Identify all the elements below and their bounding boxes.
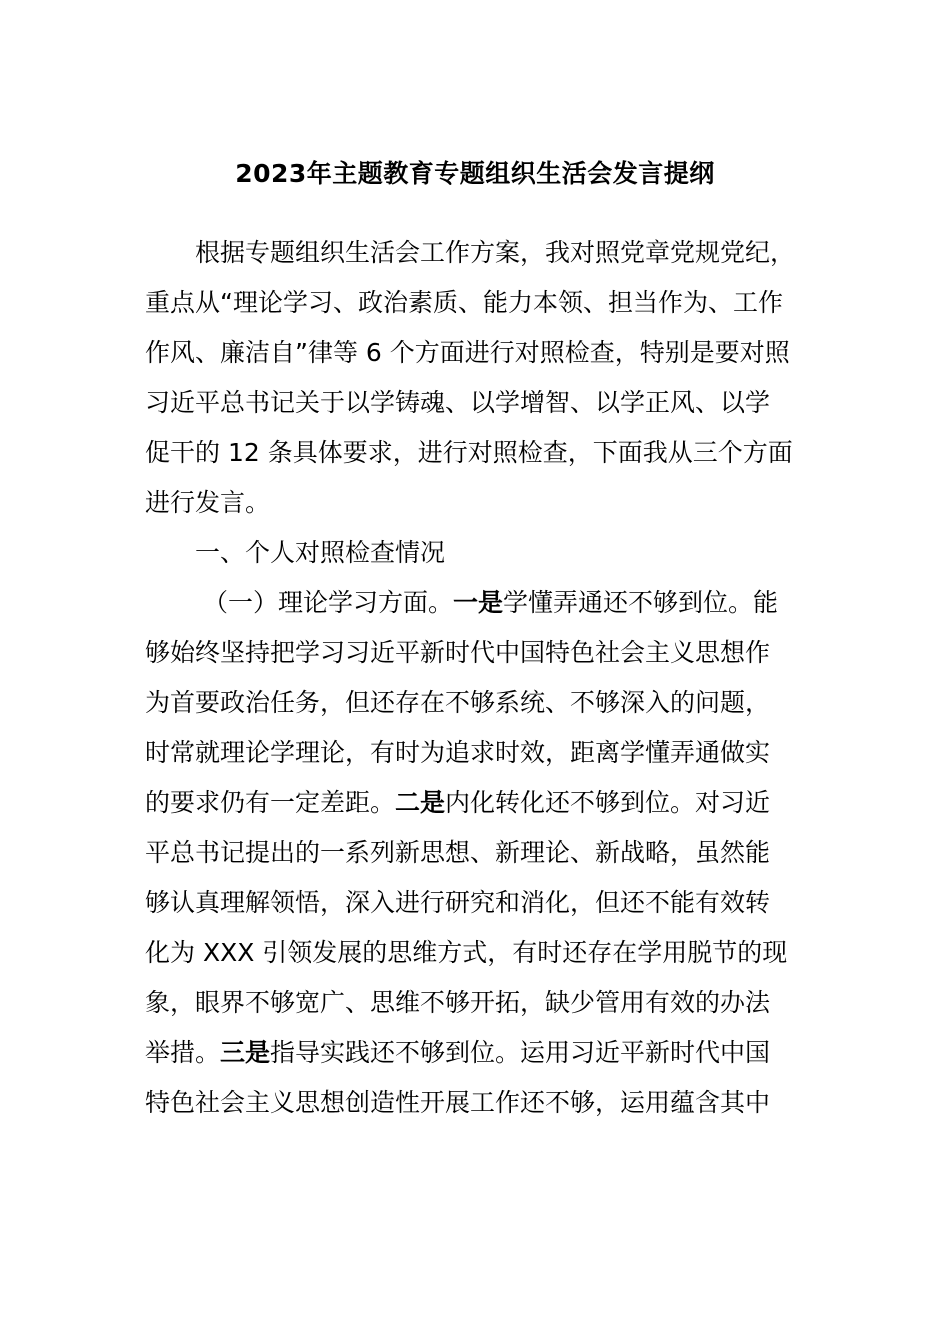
text-run: 内化转化还不够到位。对习近 xyxy=(445,788,771,817)
subsection-heading: （一）理论学习方面。 xyxy=(203,588,454,617)
text-run: 的要求仍有一定差距。 xyxy=(145,788,396,817)
paragraph-line: 特色社会主义思想创造性开展工作还不够，运用蕴含其中 xyxy=(145,1088,771,1117)
bold-marker: 二是 xyxy=(395,788,446,817)
text-run: 指导实践还不够到位。运用习近平新时代中国 xyxy=(270,1038,771,1067)
paragraph-line xyxy=(145,1028,810,1078)
document-title: 2023年主题教育专题组织生活会发言提纲 xyxy=(235,159,715,188)
paragraph-line: 时常就理论学理论，有时为追求时效，距离学懂弄通做实 xyxy=(145,738,771,767)
paragraph-line: 根据专题组织生活会工作方案，我对照党章党规党纪， xyxy=(195,238,796,267)
paragraph-line: 化为 XXX 引领发展的思维方式，有时还存在学用脱节的现 xyxy=(145,938,788,967)
document-body xyxy=(145,228,810,1128)
paragraph-line: 够始终坚持把学习习近平新时代中国特色社会主义思想作 xyxy=(145,638,771,667)
text-run: 举措。 xyxy=(145,1038,221,1067)
bold-marker: 一是 xyxy=(453,588,504,617)
bold-marker: 三是 xyxy=(220,1038,271,1067)
paragraph-line: 为首要政治任务，但还存在不够系统、不够深入的问题， xyxy=(145,688,771,717)
paragraph-line xyxy=(145,578,810,628)
paragraph-line: 象，眼界不够宽广、思维不够开拓，缺少管用有效的办法 xyxy=(145,988,771,1017)
paragraph-line: 平总书记提出的一系列新思想、新理论、新战略，虽然能 xyxy=(145,838,771,867)
paragraph-line: 习近平总书记关于以学铸魂、以学增智、以学正风、以学 xyxy=(145,388,771,417)
paragraph-line: 够认真理解领悟，深入进行研究和消化，但还不能有效转 xyxy=(145,888,771,917)
text-run: 学懂弄通还不够到位。能 xyxy=(503,588,779,617)
paragraph-line: 进行发言。 xyxy=(145,488,271,517)
paragraph-line: 促干的 12 条具体要求，进行对照检查，下面我从三个方面 xyxy=(145,438,793,467)
paragraph-line: 作风、廉洁自”律等 6 个方面进行对照检查，特别是要对照 xyxy=(145,338,790,367)
section-heading: 一、个人对照检查情况 xyxy=(195,538,446,567)
paragraph-line xyxy=(145,778,810,828)
paragraph-line: 重点从“理论学习、政治素质、能力本领、担当作为、工作 xyxy=(145,288,783,317)
